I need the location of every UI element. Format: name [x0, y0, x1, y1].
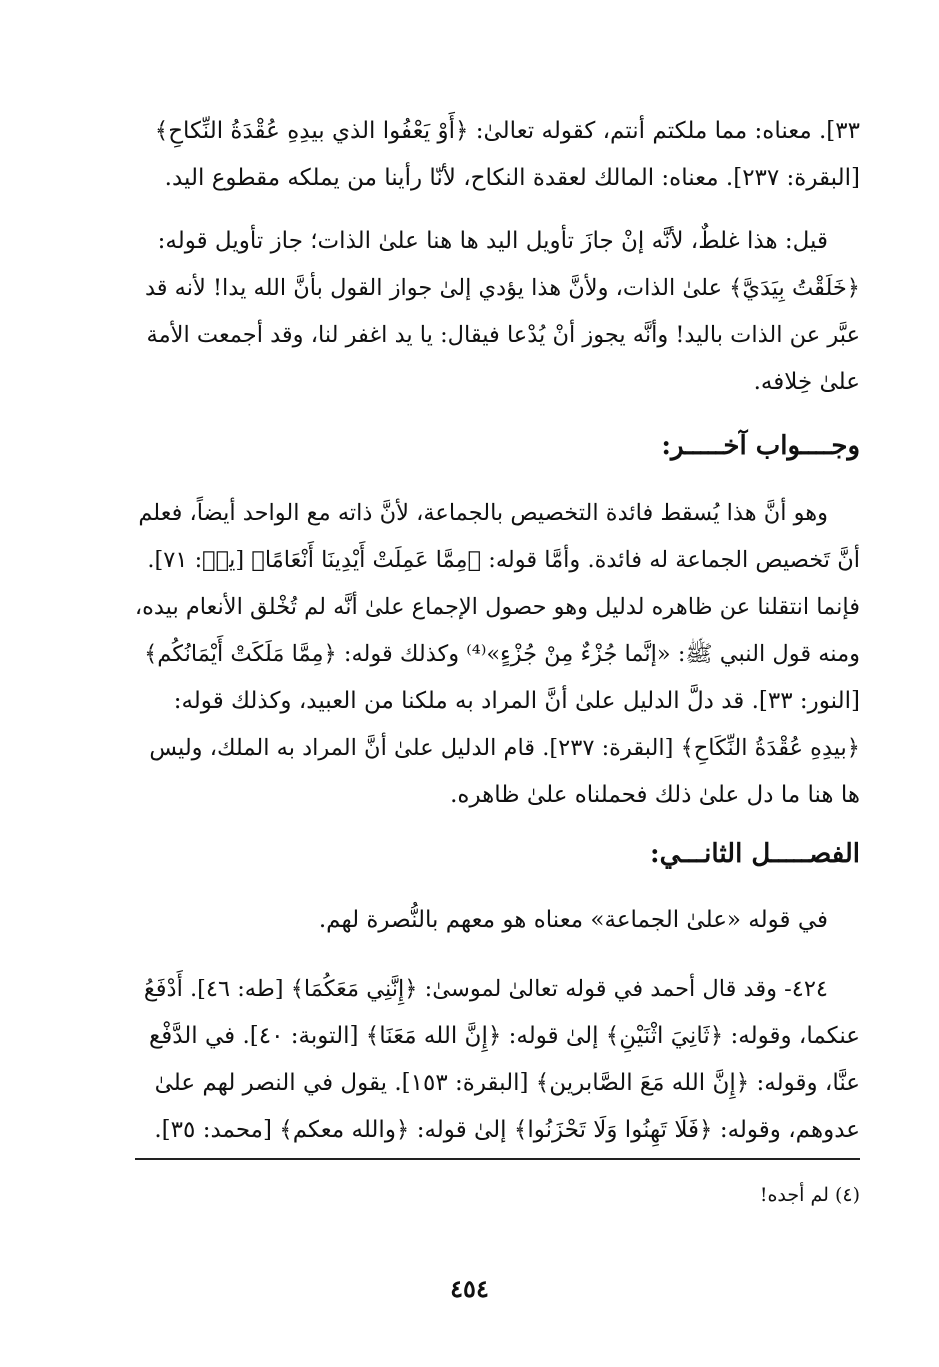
footnote: (٤) لم أجده!: [759, 1184, 860, 1206]
text-line: ها هنا ما دل علىٰ ذلك فحملناه علىٰ ظاهره.: [450, 782, 860, 808]
paragraph-424: [135, 966, 860, 1154]
text-line: علىٰ خِلافه.: [753, 369, 860, 395]
paragraph-answer: [135, 490, 860, 819]
paragraph-chapter-intro: [135, 897, 860, 944]
section-heading: وجــــواب آخـــــر:: [661, 431, 860, 461]
chapter-heading: الفصـــــل الثانـــي:: [650, 839, 860, 869]
text-line: [النور: ٣٣]. قد دلَّ الدليل علىٰ أنَّ المراد به ملكنا من العبيد، وكذلك قوله:: [173, 688, 860, 714]
footnote-separator: [135, 1158, 860, 1160]
text-line: في قوله «علىٰ الجماعة» معناه هو معهم بالنُّصرة لهم.: [318, 907, 828, 933]
text-line: ٤٢٤- وقد قال أحمد في قوله تعالىٰ لموسىٰ: ﴿إِنَّنِي مَعَكُمَا﴾ [طه: ٤٦]. أَدْفَعُ: [143, 976, 828, 1002]
text-line: قيل: هذا غلطٌ، لأنَّه إنْ جازَ تأويل اليد ها هنا علىٰ الذات؛ جاز تأويل قوله:: [157, 228, 828, 254]
text-line: عنَّا، وقوله: ﴿إِنَّ الله مَعَ الصَّابرين﴾ [البقرة: ١٥٣]. يقول في النصر لهم علىٰ: [154, 1070, 860, 1096]
page-number: ٤٥٤: [450, 1274, 489, 1303]
text-line: فإنما انتقلنا عن ظاهره لدليل وهو حصول الإجماع علىٰ أنَّه لم تُخْلق الأنعام بيده،: [134, 594, 860, 620]
text-line: ٣٣]. معناه: مما ملكتم أنتم، كقوله تعالىٰ: ﴿أَوْ يَعْفُوا الذي بيدِهِ عُقْدَةُ النِّكاحِ﴾: [154, 118, 860, 144]
text-line: وهو أنَّ هذا يُسقط فائدة التخصيص بالجماعة، لأنَّ ذاته مع الواحد أيضاً، فعلم: [138, 500, 828, 526]
text-line: [البقرة: ٢٣٧]. معناه: المالك لعقدة النكاح، لأنّا رأينا من يملكه مقطوع اليد.: [164, 165, 860, 191]
paragraph-objection: [135, 218, 860, 406]
paragraph-continuation: [135, 108, 860, 202]
text-line: عنكما، وقوله: ﴿ثَانِيَ اثْنَيْنِ﴾ إلىٰ قوله: ﴿إِنَّ الله مَعَنَا﴾ [التوبة: ٤٠]. في الدَّفْع: [148, 1023, 860, 1049]
text-line: عبَّر عن الذات باليد! وأنَّه يجوز أنْ يُدْعا فيقال: يا يد اغفر لنا، وقد أجمعت الأمة: [146, 322, 860, 348]
text-line: ﴿خَلَقْتُ بِيَدَيَّ﴾ علىٰ الذات، ولأنَّ هذا يؤدي إلىٰ جواز القول بأنَّ الله يدا! لأنه قد: [144, 275, 860, 301]
text-line: أنَّ تَخصيص الجماعة له فائدة. وأمَّا قوله: ﴿مِمَّا عَمِلَتْ أَيْدِينَا أَنْعَامًا﴾ [يسۤ: ٧١].: [147, 547, 860, 573]
text-line: عدوهم، وقوله: ﴿فَلَا تَهِنُوا وَلَا تَحْزَنُوا﴾ إلىٰ قوله: ﴿والله معكم﴾ [محمد: ٣٥].: [154, 1117, 860, 1143]
text-line: ﴿بيدِهِ عُقْدَةُ النِّكَاحِ﴾ [البقرة: ٢٣٧]. قام الدليل علىٰ أنَّ المراد به الملك، وليس: [149, 735, 860, 761]
text-line: ومنه قول النبي ﷺ: «إنَّما جُزْءٌ مِنْ جُزْءٍ»⁽⁴⁾ وكذلك قوله: ﴿مِمَّا مَلَكَتْ أَيْمَانُكُم﴾: [144, 641, 860, 667]
